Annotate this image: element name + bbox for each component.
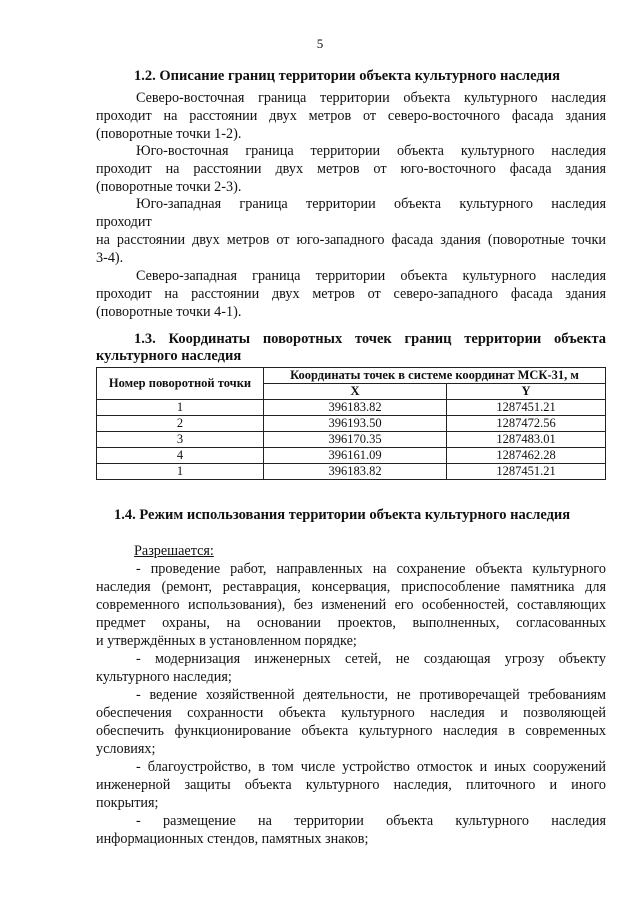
point-number: 3 bbox=[97, 432, 264, 448]
paragraph-nw-line1: Северо-западная граница территории объекта культурного наследия bbox=[136, 268, 606, 284]
item-5-line1: - размещение на территории объекта культурного наследия bbox=[136, 813, 606, 829]
x-value: 396193.50 bbox=[264, 416, 447, 432]
page-number: 5 bbox=[316, 36, 324, 51]
paragraph-sw-line1: Юго-западная граница территории объекта культурного наследия bbox=[136, 196, 606, 212]
point-number: 4 bbox=[97, 448, 264, 464]
item-4-line2: инженерной защиты объекта культурного наследия, плиточного и иного bbox=[96, 777, 606, 793]
table-header-point-number: Номер поворотной точки bbox=[97, 368, 264, 400]
item-3-line2: обеспечения сохранности объекта культурного наследия и позволяющей bbox=[96, 705, 606, 721]
point-number: 2 bbox=[97, 416, 264, 432]
y-value: 1287462.28 bbox=[447, 448, 606, 464]
point-number: 1 bbox=[97, 400, 264, 416]
section-1-3-heading-line2: культурного наследия bbox=[96, 348, 242, 364]
item-5-line2: информационных стендов, памятных знаков; bbox=[96, 831, 369, 847]
section-1-3-heading-line1: 1.3. Координаты поворотных точек границ территории объекта bbox=[134, 331, 606, 347]
y-value: 1287483.01 bbox=[447, 432, 606, 448]
x-value: 396183.82 bbox=[264, 464, 447, 480]
item-3-line3: обеспечить функционирование объекта культурного наследия в современных bbox=[96, 723, 606, 739]
table-row bbox=[97, 416, 606, 432]
item-1-line4: предмет охраны, на основании проектов, выполненных, согласованных bbox=[96, 615, 606, 631]
item-1-line5: и утверждённых в установленном порядке; bbox=[96, 633, 357, 649]
item-1-line1: - проведение работ, направленных на сохранение объекта культурного bbox=[136, 561, 606, 577]
paragraph-sw-line4: 3-4). bbox=[96, 250, 124, 266]
y-value: 1287451.21 bbox=[447, 400, 606, 416]
section-1-4-heading: 1.4. Режим использования территории объекта культурного наследия bbox=[114, 507, 571, 523]
paragraph-ne-line3: (поворотные точки 1-2). bbox=[96, 126, 242, 142]
paragraph-sw-line2: проходит bbox=[96, 214, 152, 230]
paragraph-se-line2: проходит на расстоянии двух метров от юго-восточного фасада здания bbox=[96, 161, 606, 177]
table-row bbox=[97, 464, 606, 480]
paragraph-se-line1: Юго-восточная граница территории объекта культурного наследия bbox=[136, 143, 606, 159]
item-4-line1: - благоустройство, в том числе устройство отмосток и иных сооружений bbox=[136, 759, 606, 775]
paragraph-ne-line2: проходит на расстоянии двух метров от северо-восточного фасада здания bbox=[96, 108, 606, 124]
paragraph-nw-line3: (поворотные точки 4-1). bbox=[96, 304, 242, 320]
table-row bbox=[97, 400, 606, 416]
paragraph-se-line3: (поворотные точки 2-3). bbox=[96, 179, 242, 195]
item-1-line2: наследия (ремонт, реставрация, консервация, приспособление памятника для bbox=[96, 579, 606, 595]
table-header-y: Y bbox=[447, 384, 606, 400]
allowed-label: Разрешается: bbox=[134, 543, 214, 559]
paragraph-sw-line3: на расстоянии двух метров от юго-западного фасада здания (поворотные точки bbox=[96, 232, 606, 248]
table-row bbox=[97, 448, 606, 464]
table-row bbox=[97, 432, 606, 448]
table-header-coordinates: Координаты точек в системе координат МСК-31, м bbox=[264, 368, 606, 384]
x-value: 396183.82 bbox=[264, 400, 447, 416]
paragraph-ne-line1: Северо-восточная граница территории объекта культурного наследия bbox=[136, 90, 606, 106]
point-number: 1 bbox=[97, 464, 264, 480]
y-value: 1287451.21 bbox=[447, 464, 606, 480]
item-3-line4: условиях; bbox=[96, 741, 156, 757]
section-1-2-heading: 1.2. Описание границ территории объекта культурного наследия bbox=[134, 68, 560, 84]
item-3-line1: - ведение хозяйственной деятельности, не противоречащей требованиям bbox=[136, 687, 606, 703]
item-2-line1: - модернизация инженерных сетей, не создающая угрозу объекту bbox=[136, 651, 606, 667]
x-value: 396170.35 bbox=[264, 432, 447, 448]
item-1-line3: современного использования), без изменений его особенностей, составляющих bbox=[96, 597, 606, 613]
coordinates-table bbox=[96, 367, 606, 480]
paragraph-nw-line2: проходит на расстоянии двух метров от северо-западного фасада здания bbox=[96, 286, 606, 302]
y-value: 1287472.56 bbox=[447, 416, 606, 432]
x-value: 396161.09 bbox=[264, 448, 447, 464]
item-4-line3: покрытия; bbox=[96, 795, 159, 811]
item-2-line2: культурного наследия; bbox=[96, 669, 232, 685]
table-header-x: X bbox=[264, 384, 447, 400]
